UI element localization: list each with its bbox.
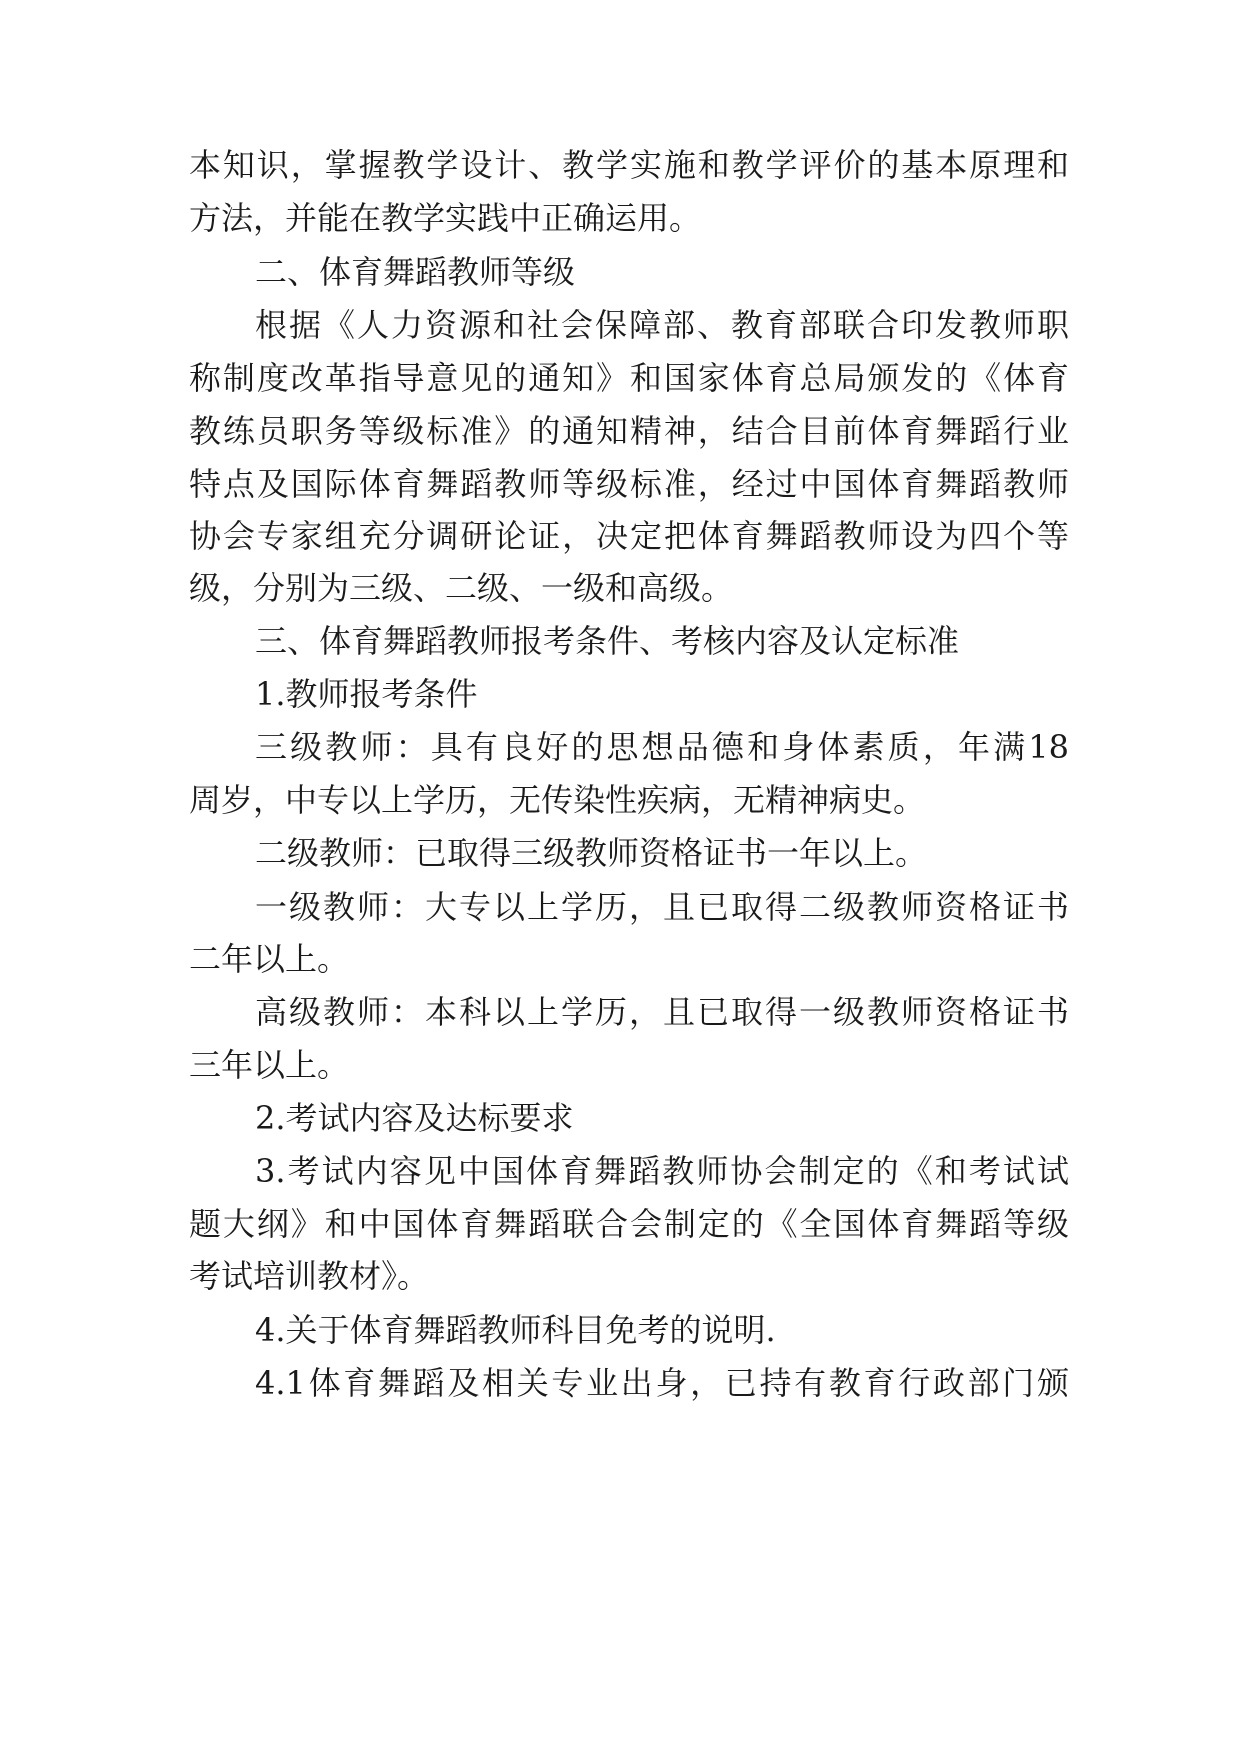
text-line: 周岁，中专以上学历，无传染性疾病，无精神病史。 <box>189 781 926 819</box>
text-line: 高级教师：本科以上学历，且已取得一级教师资格证书 <box>255 993 1069 1031</box>
text-line: 题大纲》和中国体育舞蹈联合会制定的《全国体育舞蹈等级 <box>189 1205 1069 1243</box>
section-heading: 三、体育舞蹈教师报考条件、考核内容及认定标准 <box>255 622 960 660</box>
text-line: 一级教师：大专以上学历，且已取得二级教师资格证书 <box>255 888 1069 926</box>
subsection-heading: 1.教师报考条件 <box>255 675 478 713</box>
text-line: 本知识，掌握教学设计、教学实施和教学评价的基本原理和 <box>189 146 1069 184</box>
text-line: 二年以上。 <box>189 940 350 978</box>
text-line: 级，分别为三级、二级、一级和高级。 <box>189 569 734 607</box>
text-line: 3.考试内容见中国体育舞蹈教师协会制定的《和考试试 <box>255 1152 1069 1190</box>
text-line: 三级教师：具有良好的思想品德和身体素质，年满18 <box>255 728 1069 766</box>
text-line: 4.1体育舞蹈及相关专业出身，已持有教育行政部门颁 <box>255 1364 1069 1402</box>
subsection-heading: 2.考试内容及达标要求 <box>255 1099 574 1137</box>
text-line: 考试培训教材》。 <box>189 1257 430 1295</box>
section-heading: 二、体育舞蹈教师等级 <box>255 253 576 291</box>
text-line: 特点及国际体育舞蹈教师等级标准，经过中国体育舞蹈教师 <box>189 465 1069 503</box>
text-line: 协会专家组充分调研论证，决定把体育舞蹈教师设为四个等 <box>189 517 1069 555</box>
text-line: 方法，并能在教学实践中正确运用。 <box>189 199 702 237</box>
text-line: 称制度改革指导意见的通知》和国家体育总局颁发的《体育 <box>189 359 1069 397</box>
text-line: 教练员职务等级标准》的通知精神，结合目前体育舞蹈行业 <box>189 412 1069 450</box>
text-line: 二级教师：已取得三级教师资格证书一年以上。 <box>255 834 928 872</box>
text-line: 三年以上。 <box>189 1046 350 1084</box>
text-line: 根据《人力资源和社会保障部、教育部联合印发教师职 <box>255 306 1069 344</box>
subsection-heading: 4.关于体育舞蹈教师科目免考的说明. <box>255 1311 776 1349</box>
